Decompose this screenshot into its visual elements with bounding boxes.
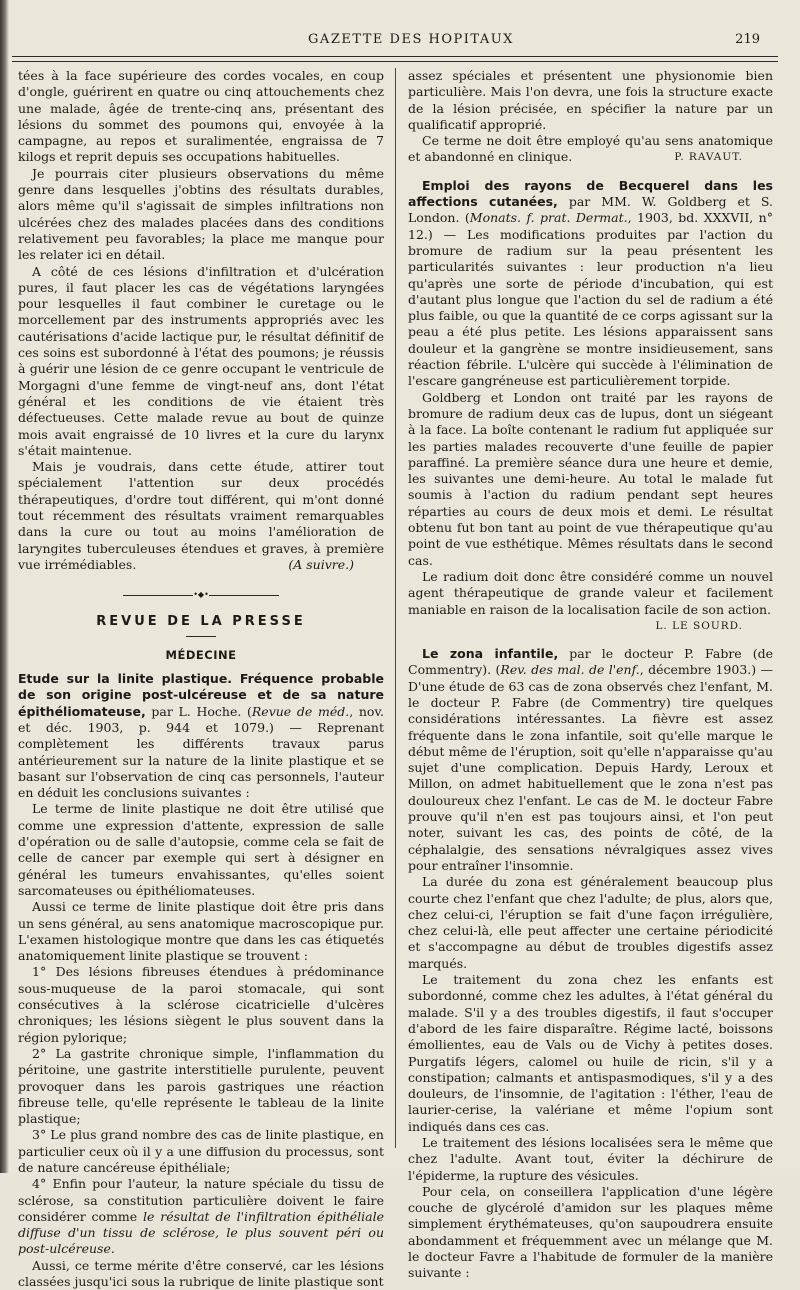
short-rule (186, 636, 216, 637)
paragraph-text: Mais je voudrais, dans cette étude, attirer tout spécialement l'attention sur deux procédés thérapeutiques, d'ordre tout différent, qui m'ont donné tout récemment des résultats vraiment remarquables dans la cure ou tout au moins l'amélioration de laryngites tuberculeuses étendues et graves, à première vue irrémédiables. (18, 459, 384, 572)
paragraph-text: Ce terme ne doit être employé qu'au sens anatomique et abandonné en clinique. (408, 133, 773, 165)
article-intro: Emploi des rayons de Becquerel dans les affections cutanées, par MM. W. Goldberg et S. London. (Monats. f. prat. Dermat., 1903, bd. XXXVII, n° 12.) — Les modifications produites par l'action du bromure de radium sur la peau présentent les particularités suivantes : leur production n'a lieu qu'après une sorte de période d'incubation, qui est d'autant plus longue que l'action du sel de radium a été plus faible, ou que la quantité de ce corps agissant sur la peau a été plus petite. Les lésions apparaissent sans douleur et la gangrène se montre insidieusement, sans réaction fébrile. L'ulcère qui succède à l'élimination de l'escare gangréneuse est particulièrement torpide. (408, 177, 774, 389)
left-column (18, 68, 384, 1290)
section-ornament: •◆• (18, 587, 384, 603)
article-title: Etude sur la linite plastique. Fréquence probable de son origine post-ulcéreuse et de sa nature épithéliomateuse, (18, 671, 384, 719)
emphasized-text: le résultat de l'infiltration épithéliale diffuse d'un tissu de sclérose, le plus souvent péri ou post-ulcéreuse. (18, 1208, 384, 1257)
paragraph: Le terme de linite plastique ne doit être utilisé que comme une expression d'attente, expression de salle d'opération ou de salle d'autopsie, comme cela se fait de celle de cancer par exemple qui sert à désigner en général les tumeurs envahissantes, qu'elles soient sarcomateuses ou épithéliomateuses. (18, 801, 384, 898)
paragraph: Le traitement des lésions localisées sera le même que chez l'adulte. Avant tout, éviter la déchirure de l'épiderme, la rupture des vésicules. (408, 1135, 773, 1183)
article-byline: par L. Hoche. (151, 703, 242, 719)
article-intro: Le zona infantile, par le docteur P. Fabre (de Commentry). (Rev. des mal. de l'enf., décembre 1903.) — D'une étude de 63 cas de zona observés chez l'enfant, M. le docteur P. Fabre (de Commentry) tire quelques considérations intéressantes. La fièvre est assez fréquente dans le zona infantile, soit qu'elle marque le début même de l'éruption, soit qu'elle n'apparaisse qu'au sujet d'une complication. Depuis Hardy, Leroux et Millon, on admet habituellement que le zona n'est pas douloureux chez l'enfant. Le cas de M. le docteur Fabre prouve qu'il n'en est pas toujours ainsi, et l'on peut noter, suivant les cas, des points de côté, de la céphalalgie, des sensations névralgiques assez vives pour entraîner l'insomnie. (408, 646, 773, 873)
paragraph: assez spéciales et présentent une physionomie bien particulière. Mais l'on devra, une fois la structure exacte de la lésion précisée, en spécifier la nature par un qualificatif approprié. (408, 68, 773, 132)
author-signature: P. RAVAUT. (674, 151, 743, 164)
list-item: 1° Des lésions fibreuses étendues à prédominance sous-muqueuse de la paroi stomacale, qui sont consécutives à la sclérose cicatricielle d'ulcères chroniques; les lésions siègent le plus souvent dans la région pylorique; (18, 964, 384, 1045)
running-header (40, 30, 782, 54)
article-title: Emploi des rayons de Becquerel dans les affections cutanées, (408, 177, 773, 210)
subsection-title: MÉDECINE (165, 647, 237, 662)
paragraph (408, 133, 773, 166)
journal-title: GAZETTE DES HOPITAUX (308, 32, 514, 47)
list-item-text: 4° Enfin pour l'auteur, la nature spéciale du tissu de sclérose, sa constitution particulière doivent le faire considérer comme (18, 1176, 384, 1224)
article-title: Le zona infantile, (422, 646, 559, 662)
article-body: , nov. et déc. 1903, p. 944 et 1079.) — Reprenant complètement les différents travaux parus antérieurement sur la nature de la linite plastique et se basant sur l'observation de cinq cas personnels, l'auteur en déduit les conclusions suivantes : (18, 703, 385, 801)
article-body: , 1903, bd. XXXVII, n° 12.) — Les modifications produites par l'action du bromure de radium sur la peau présentent les particularités suivantes : leur production n'a lieu qu'après une sorte de période d'incubation, qui est d'autant plus longue que l'action du sel de radium a été plus faible, ou que la quantité de ce corps agissant sur la peau a été plus petite. Les lésions apparaissent sans douleur et la gangrène se montre insidieusement, sans réaction fébrile. L'ulcère qui succède à l'élimination de l'escare gangréneuse est particulièrement torpide. (408, 210, 773, 389)
list-item: 3° Le plus grand nombre des cas de linite plastique, en particulier ceux où il y a une diffusion du processus, sont de nature cancéreuse épithéliale; (18, 1127, 384, 1175)
list-item: 2° La gastrite chronique simple, l'inflammation du péritoine, une gastrite interstitielle purulente, peuvent provoquer dans les parois gastriques une réaction fibreuse telle, qu'elle représente le tableau de la linite plastique; (18, 1045, 384, 1127)
paragraph: Je pourrais citer plusieurs observations du même genre dans lesquelles j'obtins des résultats durables, alors même qu'il s'agissait de simples infiltrations non ulcérées chez des malades placées dans des conditions relativement peu favorables; la place me manque pour les relater ici en détail. (18, 165, 384, 263)
right-column (408, 68, 773, 1282)
paragraph: La durée du zona est généralement beaucoup plus courte chez l'enfant que chez l'adulte; de plus, alors que, chez celui-ci, l'éruption se fait d'une façon irrégulière, chez celui-là, elle peut affecter une certaine périodicité et s'accompagne au début de troubles digestifs assez marqués. (408, 874, 773, 971)
article-byline: par MM. W. Goldberg et S. London. (408, 194, 774, 226)
paragraph: tées à la face supérieure des cordes vocales, en coup d'ongle, guérirent en quatre ou cinq attouchements chez une malade, âgée de trente-cinq ans, présentant des lésions du sommet des poumons qui, envoyée à la campagne, au repos et suralimentée, engraissa de 7 kilogs et reprit depuis ses occupations habituelles. (18, 68, 384, 165)
article-body: , décembre 1903.) — D'une étude de 63 cas de zona observés chez l'enfant, M. le docteur P. Fabre (de Commentry) tire quelques considérations intéressantes. La fièvre est assez fréquente dans le zona infantile, soit qu'elle marque le début même de l'éruption, soit qu'elle n'apparaisse qu'au sujet d'une complication. Depuis Hardy, Leroux et Millon, on admet habituellement que le zona n'est pas douloureux chez l'enfant. Le cas de M. le docteur Fabre prouve qu'il n'en est pas toujours ainsi, et l'on peut noter, suivant les cas, des points de côté, de la céphalalgie, des sensations névralgiques assez vives pour entraîner l'insomnie. (408, 662, 773, 873)
article-byline: par le docteur P. Fabre (de Commentry). (408, 646, 773, 678)
paragraph: Aussi, ce terme mérite d'être conservé, car les lésions classées jusqu'ici sous la rubrique de linite plastique sont (18, 1257, 384, 1290)
paragraph: A côté de ces lésions d'infiltration et d'ulcération pures, il faut placer les cas de végétations laryngées pour lesquelles il faut combiner le curetage ou le morcellement par des instruments appropriés avec les cautérisations d'acide lactique pur, le résultat définitif de ces soins est subordonné à l'état des poumons; je réussis à guérir une lésion de ce genre occupant le ventricule de Morgagni d'une femme de vingt-neuf ans, dont l'état général et les conditions de vie étaient très défectueuses. Cette malade revue au bout de quinze mois avait engraissé de 10 livres et la cure du larynx s'était maintenue. (18, 263, 384, 458)
paragraph (18, 459, 384, 573)
article-reference: Monats. f. prat. Dermat. (469, 210, 628, 226)
to-be-continued: (A suivre.) (288, 556, 354, 572)
spacer (408, 166, 773, 178)
list-item (18, 1176, 384, 1257)
paragraph: Le radium doit donc être considéré comme un nouvel agent thérapeutique de grande valeur et facilement maniable en raison de la localisation facile de son action. (408, 568, 773, 617)
header-rule (12, 56, 778, 62)
article-intro: Etude sur la linite plastique. Fréquence probable de son origine post-ulcéreuse et de sa nature épithéliomateuse, par L. Hoche. (Revue de méd., nov. et déc. 1903, p. 944 et 1079.) — Reprenant complètement les différents travaux parus antérieurement sur la nature de la linite plastique et se basant sur l'observation de cinq cas personnels, l'auteur en déduit les conclusions suivantes : (18, 671, 385, 801)
article-reference: Revue de méd. (251, 703, 350, 719)
paragraph: Goldberg et London ont traité par les rayons de bromure de radium deux cas de lupus, dont un siégeant à la face. La boîte contenant le radium fut appliquée sur les parties malades recouverte d'une feuille de papier paraffiné. La première séance dura une heure et demie, les suivantes une demi-heure. Au total le malade fut soumis à l'action du radium pendant sept heures réparties au cours de deux mois et demi. Le résultat obtenu fut bon tant au point de vue thérapeutique qu'au point de vue esthétique. Mêmes résultats dans le second cas. (408, 389, 773, 568)
article-reference: Rev. des mal. de l'enf. (500, 662, 640, 678)
paragraph: Le traitement du zona chez les enfants est subordonné, comme chez les adultes, à l'état général du malade. S'il y a des troubles digestifs, il faut s'occuper d'abord de les faire disparaître. Régime lacté, boissons émollientes, eau de Vals ou de Vichy à petites doses. Purgatifs légers, calomel ou huile de ricin, s'il y a constipation; calmants et antispasmodiques, s'il y a des douleurs, de l'insomnie, de l'agitation : l'éther, l'eau de laurier-cerise, la valériane et même l'opium sont indiqués dans ces cas. (408, 972, 773, 1134)
paragraph: Pour cela, on conseillera l'application d'une légère couche de glycérolé d'amidon sur les plaques même simplement érythémateuses, qu'on saupoudrera ensuite abondamment et fréquemment avec un mélange que M. le docteur Favre a l'habitude de formuler de la manière suivante : (408, 1183, 773, 1281)
binding-edge (0, 0, 9, 1173)
section-title: REVUE DE LA PRESSE (96, 613, 306, 629)
page-number: 219 (735, 32, 760, 47)
spacer (408, 634, 773, 646)
paragraph: Aussi ce terme de linite plastique doit être pris dans un sens général, au sens anatomique macroscopique pur. L'examen histologique montre que dans les cas étiquetés anatomiquement linite plastique se trouvent : (18, 899, 384, 964)
column-divider (395, 68, 396, 1148)
author-signature: L. LE SOURD. (655, 619, 743, 632)
